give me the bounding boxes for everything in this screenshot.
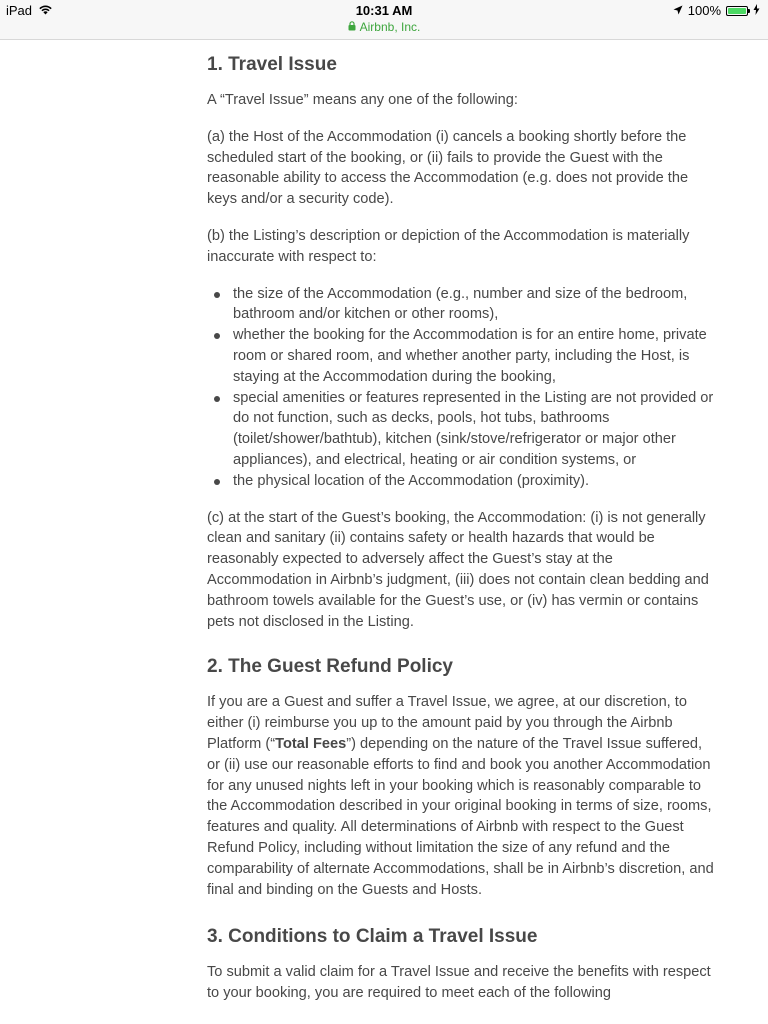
list-item: special amenities or features represented in the Listing are not provided or do not function, such as decks, pools, hot tubs, bathrooms (toilet/shower/bathtub), kitchen (sink/stove/refrigerator or major other appliances), and electrical, heating or air condition systems, or (233, 388, 717, 471)
address-bar[interactable] (0, 20, 768, 34)
paragraph-refund (207, 692, 717, 900)
device-label: iPad (6, 3, 33, 18)
list-item: the size of the Accommodation (e.g., number and size of the bedroom, bathroom and/or kitchen or other rooms), (233, 284, 717, 326)
paragraph-a: (a) the Host of the Accommodation (i) cancels a booking shortly before the scheduled start of the booking, or (ii) fails to provide the Guest with the reasonable ability to access the Accommodation (e.g. does not provide the keys and/or a security code). (207, 128, 689, 208)
charging-icon (753, 3, 760, 18)
battery-fill (728, 8, 746, 14)
paragraph-conditions: To submit a valid claim for a Travel Issue and receive the benefits with respect to your booking, you are required to meet each of the following (207, 964, 711, 1002)
section-title: 2. The Guest Refund Policy (207, 656, 453, 678)
section-title: 3. Conditions to Claim a Travel Issue (207, 926, 538, 948)
battery-percent: 100% (687, 3, 721, 18)
status-bar (0, 0, 768, 40)
section-conditions-to-claim (207, 924, 717, 1004)
policy-content (207, 52, 717, 1020)
lock-icon (348, 20, 356, 34)
paragraph-b: (b) the Listing’s description or depiction of the Accommodation is materially inaccurate with respect to: (207, 227, 690, 265)
site-name: Airbnb, Inc. (359, 20, 421, 34)
paragraph-intro: A “Travel Issue” means any one of the following: (207, 92, 518, 108)
defined-term: Total Fees (275, 735, 347, 752)
paragraph-c: (c) at the start of the Guest’s booking, the Accommodation: (i) is not generally clean and sanitary (ii) contains safety or health hazards that would be reasonably expected to adversely affect the Guest’s stay at the Accommodation in Airbnb’s judgment, (iii) does not contain clean bedding and bathroom towels available for the Guest’s use, or (iv) has vermin or contains pets not disclosed in the Listing. (207, 509, 709, 630)
section-travel-issue (207, 52, 717, 632)
section-title: 1. Travel Issue (207, 54, 337, 75)
clock-time: 10:31 AM (355, 3, 413, 18)
section-guest-refund-policy (207, 654, 717, 900)
battery-icon (726, 6, 748, 16)
text-run: If you are a Guest and suffer a Travel Issue, we agree, at our discretion, to either (i) reimburse you up to the amount paid by you through the Airbnb Platform (“ (207, 694, 687, 752)
location-arrow-icon (673, 3, 683, 18)
list-item: the physical location of the Accommodation (proximity). (233, 471, 717, 492)
text-run: ”) depending on the nature of the Travel Issue suffered, or (ii) use our reasonable efforts to find and book you another Accommodation for any unused nights left in your booking which is reasonably comparable to the Accommodation described in your original booking in terms of size, rooms, features and quality. All determinations of Airbnb with respect to the Guest Refund Policy, including without limitation the size of any refund and the comparability of alternate Accommodations, shall be in Airbnb’s discretion, and final and binding on the Guests and Hosts. (207, 735, 714, 898)
bullet-list (207, 284, 717, 492)
status-right (673, 3, 760, 18)
list-item: whether the booking for the Accommodation is for an entire home, private room or shared room, and whether another party, including the Host, is staying at the Accommodation during the booking, (233, 325, 717, 387)
